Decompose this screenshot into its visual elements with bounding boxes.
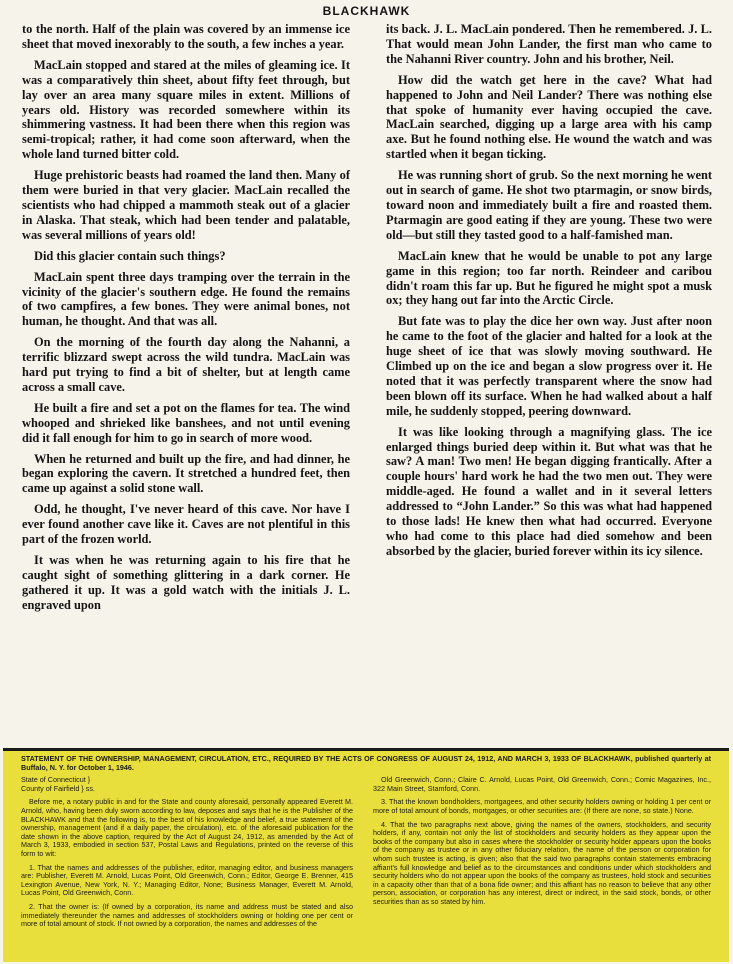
paragraph: It was when he was returning again to his fire that he caught sight of something glittering in a dark corner. He gathered it up. It was a gold watch with the initials J. L. engraved upon bbox=[22, 553, 350, 612]
statement-right-column bbox=[373, 776, 711, 911]
venue-block bbox=[21, 776, 353, 793]
statement-paragraph: 4. That the two paragraphs next above, giving the names of the owners, stockholders, and security holders, if any, contain not only the list of stockholders and security holders as they appear upon the books of the company but also in cases where the stockholder or security holder appears upon the books of the company as trustee or in any other fiduciary relation, the name of the person or corporation for whom such trustee is acting, is given; also that the said two paragraphs contain statements embracing affiant's full knowledge and belief as to the circumstances and conditions under which stockholders and security holders who do not appear upon the books of the company as trustees, hold stock and securities in a capacity other than that of a bona fide owner; and this affiant has no reason to believe that any other person, association, or corporation has any interest, direct or indirect, in the said stock, bonds, or other securities than as so stated by him. bbox=[373, 819, 711, 906]
statement-heading: STATEMENT OF THE OWNERSHIP, MANAGEMENT, CIRCULATION, ETC., REQUIRED BY THE ACTS OF CONGRESS OF AUGUST 24, 1912, AND MARCH 3, 1933 OF BLACKHAWK, published quarterly at Buffalo, N. Y. for October 1, 1946. bbox=[21, 754, 711, 772]
statement-paragraph: 2. That the owner is: (If owned by a corporation, its name and address must be stated and also immediately thereunder the names and addresses of stockholders owning or holding one per cent or more of total amount of stock. If not owned by a corporation, the names and addresses of the bbox=[21, 901, 353, 929]
paragraph: But fate was to play the dice her own way. Just after noon he came to the foot of the glacier and halted for a look at the huge sheet of ice that was slowly moving southward. He Climbed up on the ice and began a slow progress over it. He noted that it was perfectly transparent where the snow had been blown off its surface. When he had walked about a half mile, he suddenly stopped, peering downward. bbox=[386, 314, 712, 418]
statement-paragraph: Old Greenwich, Conn.; Claire C. Arnold, Lucas Point, Old Greenwich, Conn.; Comic Magazines, Inc., 322 Main Street, Stamford, Conn. bbox=[373, 775, 711, 793]
ownership-statement-box bbox=[3, 748, 729, 962]
paragraph: its back. J. L. MacLain pondered. Then he remembered. J. L. That would mean John Lander, the first man who came to the Nahanni River country. John and his brother, Neil. bbox=[386, 22, 712, 66]
running-header: BLACKHAWK bbox=[322, 4, 411, 18]
statement-paragraph: 1. That the names and addresses of the publisher, editor, managing editor, and business managers are: Publisher, Everett M. Arnold, Lucas Point, Old Greenwich, Conn.; Editor, George E. Brenner, 415 Lexington Avenue, New York, N. Y.; Managing Editor, None; Business Manager, Everett M. Arnold, Lucas Point, Old Greenwich, Conn. bbox=[21, 862, 353, 898]
statement-paragraph: 3. That the known bondholders, mortgagees, and other security holders owning or holding 1 per cent or more of total amount of bonds, mortgages, or other securities are: (If there are none, so state.) None. bbox=[373, 797, 711, 815]
statement-left-column bbox=[21, 776, 353, 934]
paragraph: Huge prehistoric beasts had roamed the land then. Many of them were buried in that very glacier. MacLain recalled the scientists who had chipped a mammoth steak out of a glacier in Alaska. That steak, which had been tender and palatable, was several millions of years old! bbox=[22, 168, 350, 242]
paragraph: Odd, he thought, I've never heard of this cave. Nor have I ever found another cave like it. Caves are not plentiful in this part of the frozen world. bbox=[22, 502, 350, 547]
paragraph: It was like looking through a magnifying glass. The ice enlarged things buried deep within it. But what was that he saw? A man! Two men! He began digging frantically. After a couple hours' hard work he had the two men out. They were middle-aged. He found a wallet and in it several letters addressed to “John Lander.” So this was what had happened to those lads! He knew then what had occurred. Everyone who had come to this place had died somehow and been absorbed by the glacier, buried forever within its icy silence. bbox=[386, 424, 712, 558]
paragraph: On the morning of the fourth day along the Nahanni, a terrific blizzard swept across the wild tundra. MacLain was hard put trying to find a bit of shelter, but at length came across a small cave. bbox=[22, 335, 350, 394]
paragraph: He was running short of grub. So the next morning he went out in search of game. He shot two ptarmagin, or snow birds, toward noon and immediately built a fire and roasted them. Ptarmagin are good eating if they are young. These two were old—but still they tasted good to a half-famished man. bbox=[386, 168, 712, 242]
venue-county: County of Fairfield } ss. bbox=[21, 783, 95, 793]
venue-state: State of Connecticut } bbox=[21, 775, 91, 785]
statement-paragraph: Before me, a notary public in and for the State and county aforesaid, personally appeared Everett M. Arnold, who, having been duly sworn according to law, deposes and says that he is the Publisher of the BLACKHAWK and that the following is, to the best of his knowledge and belief, a true statement of the ownership, management (and if a daily paper, the circulation), etc. of the aforesaid publication for the date shown in the above caption, required by the Act of August 24, 1912, as amended by the Act of March 3, 1933, embodied in section 537, Postal Laws and Regulations, printed on the reverse of this form to wit: bbox=[21, 797, 353, 858]
paragraph: He built a fire and set a pot on the flames for tea. The wind whooped and shrieked like banshees, and not until evening did it fall enough for him to go in search of more wood. bbox=[22, 400, 350, 445]
left-text-column bbox=[22, 22, 350, 619]
paragraph: When he returned and built up the fire, and had dinner, he began exploring the cavern. It stretched a hundred feet, then came up against a solid stone wall. bbox=[22, 451, 350, 496]
paragraph: Did this glacier contain such things? bbox=[34, 248, 226, 263]
paragraph: to the north. Half of the plain was covered by an immense ice sheet that moved inexorably to the south, a few inches a year. bbox=[22, 22, 350, 51]
paragraph: MacLain spent three days tramping over the terrain in the vicinity of the glacier's southern edge. He found the remains of two campfires, a few bones. They were animal bones, not human, he thought. And that was all. bbox=[22, 269, 350, 329]
paragraph: MacLain knew that he would be unable to pot any large game in this region; too far north. Reindeer and caribou didn't roam this far up. But he figured he might spot a musk ox; they hang out far into the Arctic Circle. bbox=[386, 248, 712, 308]
paragraph: MacLain stopped and stared at the miles of gleaming ice. It was a comparatively thin sheet, about fifty feet through, but lay over an area many square miles in extent. Millions of years old. History was recorded somewhere within its shimmering vastness. It had been there when this region was semi-tropical; rather, it had come soon afterward, when the whole land turned bitter cold. bbox=[22, 57, 350, 162]
paragraph: How did the watch get here in the cave? What had happened to John and Neil Lander? There was nothing else that spoke of humanity ever having occupied the cave. MacLain searched, digging up a large area with his camp axe. But he found nothing else. He wound the watch and was startled when it began ticking. bbox=[386, 72, 712, 162]
right-text-column bbox=[386, 22, 712, 565]
